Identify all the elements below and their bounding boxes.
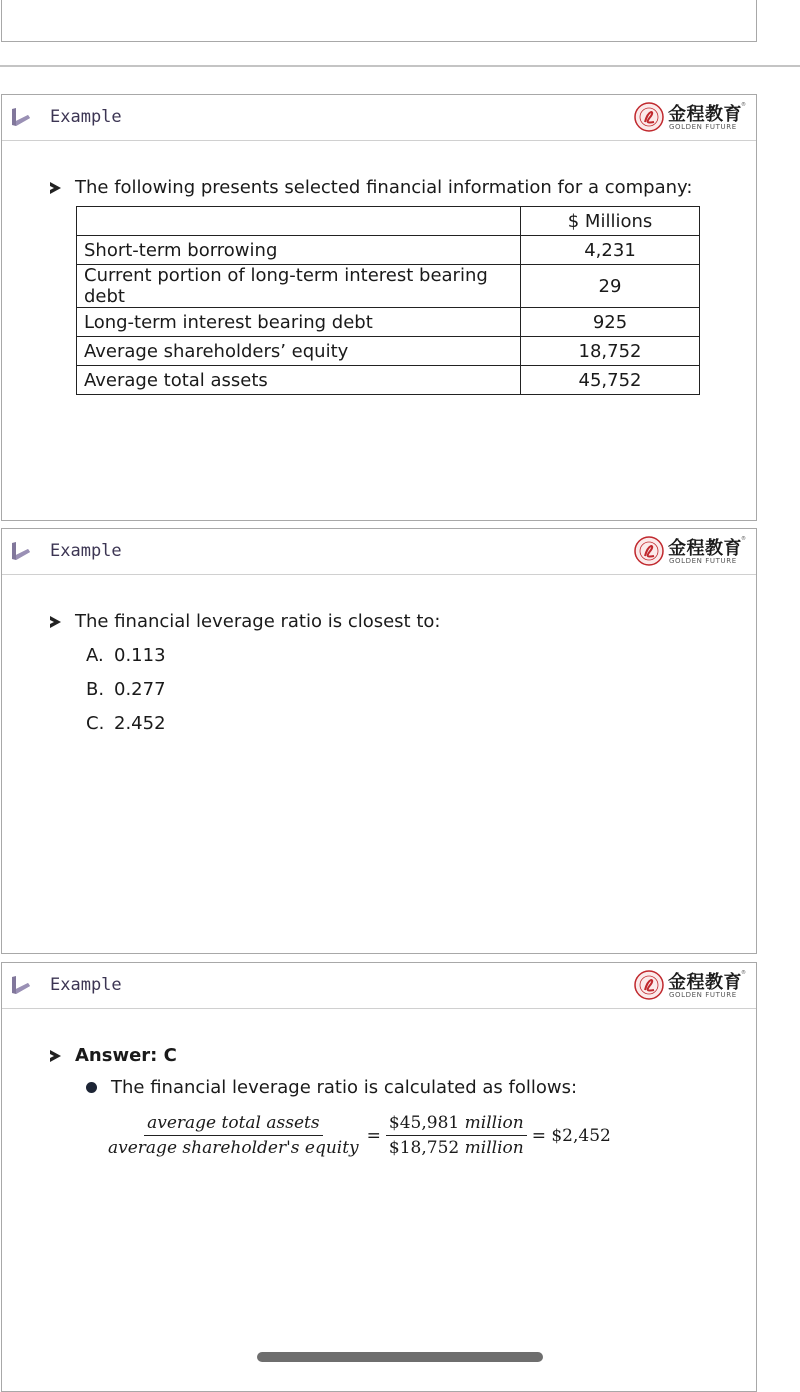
question-bullet (50, 611, 440, 632)
play-logo-icon (10, 975, 32, 995)
logo-chinese-text: 金程教育 (668, 538, 742, 559)
fraction-values (386, 1113, 527, 1158)
formula-result: = $2,452 (531, 1125, 611, 1146)
row-label: Short-term borrowing (77, 236, 521, 265)
intro-bullet (50, 177, 692, 198)
slide-header (2, 963, 756, 1009)
slide-financial-info (1, 94, 757, 521)
registered-mark: ® (741, 536, 746, 542)
row-label: Current portion of long-term interest bearing debt (77, 265, 521, 308)
option-text: 0.277 (114, 679, 166, 700)
seal-icon (634, 102, 664, 132)
horizontal-scrollbar[interactable] (257, 1352, 543, 1362)
row-value: 18,752 (521, 337, 700, 366)
arrow-bullet-icon (50, 616, 61, 628)
table-row (77, 337, 700, 366)
option-letter: B. (86, 679, 105, 700)
row-value: 4,231 (521, 236, 700, 265)
financial-table (76, 206, 700, 395)
denominator: average shareholder's equity (108, 1138, 359, 1158)
golden-future-logo (634, 536, 744, 568)
logo-english-text: GOLDEN FUTURE (669, 557, 737, 565)
slide-title: Example (50, 541, 122, 561)
option-b (86, 679, 166, 700)
slide-title: Example (50, 107, 122, 127)
table-row (77, 308, 700, 337)
equals-sign: = (366, 1125, 381, 1146)
slide-header (2, 529, 756, 575)
golden-future-logo (634, 102, 744, 134)
option-letter: A. (86, 645, 104, 666)
row-value: 29 (521, 265, 700, 308)
table-row (77, 236, 700, 265)
numerator-unit: million (464, 1113, 524, 1133)
row-label: Long-term interest bearing debt (77, 308, 521, 337)
answer-bullet (50, 1045, 177, 1066)
row-value: 925 (521, 308, 700, 337)
denominator (386, 1136, 527, 1158)
numerator: average total assets (144, 1113, 322, 1136)
denominator-unit: million (464, 1138, 524, 1158)
row-value: 45,752 (521, 366, 700, 395)
table-header-row (77, 207, 700, 236)
arrow-bullet-icon (50, 182, 61, 194)
slide-header (2, 95, 756, 141)
table-header-cell (77, 207, 521, 236)
row-label: Average total assets (77, 366, 521, 395)
explanation-text: The financial leverage ratio is calculated as follows: (111, 1077, 578, 1098)
seal-icon (634, 970, 664, 1000)
table-row (77, 366, 700, 395)
slide-answer (1, 962, 757, 1392)
logo-chinese-text: 金程教育 (668, 972, 742, 993)
seal-icon (634, 536, 664, 566)
question-text: The financial leverage ratio is closest to: (75, 611, 441, 632)
numerator (386, 1113, 527, 1136)
option-letter: C. (86, 713, 105, 734)
logo-english-text: GOLDEN FUTURE (669, 991, 737, 999)
table-header-cell: $ Millions (521, 207, 700, 236)
arrow-bullet-icon (50, 1050, 61, 1062)
slide-title: Example (50, 975, 122, 995)
logo-chinese-text: 金程教育 (668, 104, 742, 125)
page-divider (0, 65, 800, 67)
option-c (86, 713, 166, 734)
option-text: 2.452 (114, 713, 166, 734)
registered-mark: ® (741, 970, 746, 976)
fraction-definition (105, 1113, 362, 1158)
leverage-formula (105, 1113, 616, 1158)
numerator-amount: $45,981 (388, 1113, 460, 1133)
option-a (86, 645, 166, 666)
play-logo-icon (10, 541, 32, 561)
previous-slide-fragment (1, 0, 757, 42)
golden-future-logo (634, 970, 744, 1002)
table-row (77, 265, 700, 308)
dot-bullet-icon (86, 1082, 97, 1093)
option-text: 0.113 (114, 645, 166, 666)
explanation-bullet (86, 1077, 577, 1098)
play-logo-icon (10, 107, 32, 127)
intro-text: The following presents selected financial information for a company: (75, 177, 693, 198)
slide-question (1, 528, 757, 954)
registered-mark: ® (741, 102, 746, 108)
denominator-amount: $18,752 (388, 1138, 460, 1158)
answer-text: Answer: C (75, 1045, 177, 1066)
logo-english-text: GOLDEN FUTURE (669, 123, 737, 131)
row-label: Average shareholders’ equity (77, 337, 521, 366)
